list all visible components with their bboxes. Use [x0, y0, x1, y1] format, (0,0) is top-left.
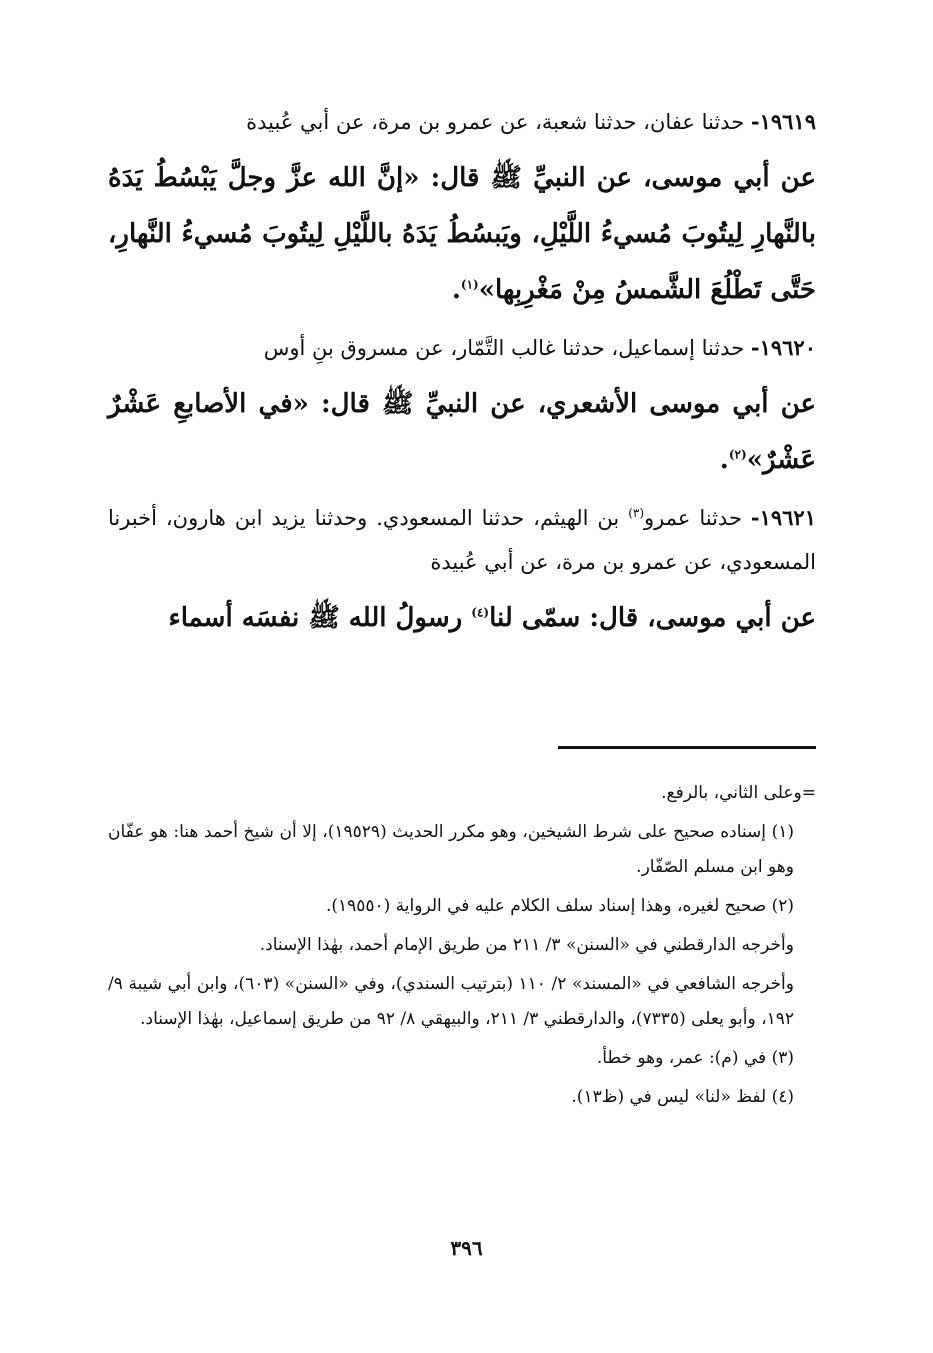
hadith-19619-isnad: [108, 100, 816, 144]
footnote-continuation: =وعلى الثاني، بالرفع.: [661, 783, 816, 803]
matn-end: .: [451, 275, 461, 305]
isnad-text: حدثنا عمرو: [644, 506, 742, 530]
page-body: [108, 100, 816, 1300]
hadith-19620-matn: [108, 376, 816, 488]
hadith-number: ١٩٦١٩-: [750, 109, 816, 134]
footnote-ref: (٣): [628, 506, 645, 520]
footnote-ref: (١): [460, 277, 479, 292]
footnote-ref: (٢): [728, 447, 747, 462]
hadith-19621-matn: [108, 590, 816, 646]
footnotes: [108, 776, 816, 1119]
footnote-4: (٤) لفظ «لنا» ليس في (ظ١٣).: [571, 1087, 794, 1107]
hadith-19619-matn: [108, 150, 816, 318]
hadith-19621-isnad: [108, 496, 816, 584]
matn-text: عن أبي موسى، قال: سمّى لنا: [489, 603, 816, 633]
footnote-2-paragraph: وأخرجه الشافعي في «المسند» ٢/ ١١٠ (بترتيب السندي)، وفي «السنن» (٦٠٣)، وابن أبي شيبة ٩/ ١٩٢، وأبو يعلى (٧٣٣٥)، والدارقطني ٣/ ٢١١، والبيهقي ٨/ ٩٢ من طريق إسماعيل، بهٰذا الإسناد.: [108, 974, 794, 1029]
matn-text: عن أبي موسى الأشعري، عن النبيِّ ﷺ قال: «في الأصابعِ عَشْرٌ عَشْرٌ»: [108, 389, 816, 475]
matn-text: رسولُ الله ﷺ نفسَه أسماء: [168, 603, 463, 633]
footnote-separator: [558, 746, 816, 749]
matn-text: عن أبي موسى، عن النبيِّ ﷺ قال: «إنَّ الله عزَّ وجلَّ يَبْسُطُ يَدَهُ بالنَّهارِ لِيتُوبَ مُسيءُ اللَّيْلِ، ويَبسُطُ يَدَهُ باللَّيْلِ لِيتُوبَ مُسيءُ النَّهارِ، حَتَّى تَطْلُعَ الشَّمسُ مِنْ مَغْرِبِها»: [108, 163, 816, 305]
matn-end: .: [719, 445, 729, 475]
hadith-number: ١٩٦٢٠-: [750, 335, 816, 360]
footnote-3: (٣) في (م): عمر، وهو خطأ.: [596, 1048, 794, 1068]
page-number: ٣٩٦: [450, 1236, 483, 1260]
isnad-text: بن الهيثم، حدثنا المسعودي. وحدثنا يزيد ابن هارون، أخبرنا المسعودي، عن عمرو بن مرة، عن أبي عُبيدة: [108, 506, 816, 574]
hadith-19620-isnad: [108, 326, 816, 370]
footnote-2-paragraph: وأخرجه الدارقطني في «السنن» ٣/ ٢١١ من طريق الإمام أحمد، بهٰذا الإسناد.: [259, 935, 794, 955]
footnote-1: (١) إسناده صحيح على شرط الشيخين، وهو مكرر الحديث (١٩٥٢٩)، إلا أن شيخ أحمد هنا: هو عفّان وهو ابن مسلم الصّفّار.: [108, 822, 795, 877]
isnad-text: حدثنا إسماعيل، حدثنا غالب التَّمّار، عن مسروق بنِ أوس: [263, 336, 745, 360]
footnote-2: (٢) صحيح لغيره، وهذا إسناد سلف الكلام عليه في الرواية (١٩٥٥٠).: [325, 896, 794, 916]
footnote-ref: (٤): [471, 605, 490, 620]
hadith-number: ١٩٦٢١-: [750, 505, 816, 530]
isnad-text: حدثنا عفان، حدثنا شعبة، عن عمرو بن مرة، عن أبي عُبيدة: [246, 110, 745, 134]
